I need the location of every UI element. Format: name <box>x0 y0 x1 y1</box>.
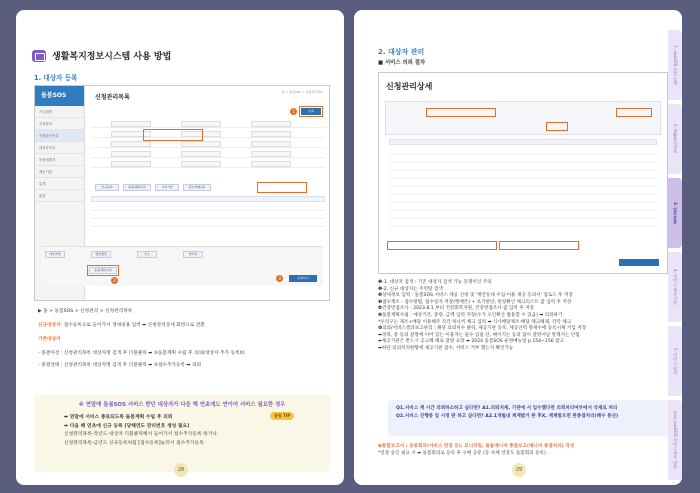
list-item: ❷상세정보 입력 : 돌봄SOS 서비스 제공 신청 및 '제안동네 수입·이용 제공 동의서' 업로드 후 저장 <box>378 293 573 299</box>
chapter-tab[interactable]: 1. 돌봄SOS 사업 소개 <box>668 30 682 100</box>
list-item: ❺돌봄계획수립 : 예상기간, 총량, 금액 입력 저장(수가 오인확산 활용할 수 있음) ➡ 의뢰하기 <box>378 312 563 318</box>
mock-row <box>91 219 325 227</box>
screenshot-mock <box>378 72 668 274</box>
chapter-tab[interactable]: 4. 서비스 제공 기관 <box>668 252 682 322</box>
highlight-box <box>143 129 203 141</box>
note-line: 신청관리목록-작년도 대상자 더블클릭해서 들어가서 접수추가등록 하거나 <box>64 432 218 437</box>
mock-side-item: 대상자목록 <box>35 142 84 154</box>
chapter-tab[interactable]: 부록 돌봄SOS 서비스 세부 내용 <box>668 400 682 480</box>
mock-side-item: 돌봄계획서 <box>35 154 84 166</box>
badge-3: 3 <box>276 275 283 282</box>
monitor-icon <box>32 50 46 62</box>
mock-detail-panel <box>41 246 323 286</box>
mock-row <box>91 150 325 158</box>
note-box <box>34 394 330 472</box>
mock-button: 사유기한 <box>155 184 179 191</box>
mock-field: 연락처 <box>183 251 203 258</box>
mock-row <box>91 160 325 168</box>
mock-crumb: 홈 > 돌봄SOS > 신청관리목록 <box>281 90 323 94</box>
section-title: 1. 대상자 등록 <box>34 74 78 82</box>
page-header <box>32 49 171 62</box>
mock-side-item: 제공기관 <box>35 166 84 178</box>
badge-2: 2 <box>111 277 118 284</box>
mock-button <box>619 259 659 266</box>
item-1 <box>38 322 326 329</box>
mock-side-item: 통계 <box>35 178 84 190</box>
mock-button: 조회하기 <box>289 275 317 282</box>
mock-row <box>91 211 325 219</box>
list-item: ❶-1. 대상자 검색 : 기존 대상자 검색 가능 동명이인 주의 <box>378 280 492 285</box>
chapter-tabs <box>668 30 682 480</box>
mock-side-item: 기금대비 <box>35 106 84 118</box>
highlight-box <box>299 106 323 117</box>
procedure-list <box>378 280 670 353</box>
mock-search-button: 조회 <box>301 108 321 115</box>
path-line: ▶ 홈 > 돌봄SOS > 신청관리 > 신청관리목록 <box>38 309 133 314</box>
highlight-box <box>387 241 497 250</box>
qa-line: Q2.서비스 진행중 일 시정 판 하고 싶다면? A2.1개월내 계계발거 판 후X, 계계발으면 판종결처리(해수 통산) <box>396 414 619 419</box>
left-page <box>16 10 344 485</box>
list-item: ❶-2. 신규 대상자는 주민탕 검색 <box>378 286 443 292</box>
page-number: 29 <box>512 463 526 477</box>
mock-table-head <box>91 196 325 202</box>
qa-box <box>388 400 672 436</box>
mock-button: 접수상태(중) <box>183 184 211 191</box>
mock-field: 생년월일 <box>91 251 111 258</box>
mock-row <box>91 203 325 211</box>
list-item: ➡제공기관은 반드시 공고해 해로 갈망 요망 ➡ 2024 돌봄SOS 운영매뉴얼 p.154~156 참고 <box>378 339 565 345</box>
mock-row <box>91 140 325 148</box>
list-item: ➡경력, 총 등의 갈망에 이어 있는 이용자는 필수 입필 단, 메이지는 동의 없이 갈망서날 알렉서는 안됨 <box>378 332 580 338</box>
list-item: ❻의뢰/서비스결과보고관리 : 해당 의뢰처수 클릭, 제공기관 등록, 제공인력 명세수에 등록시체 기입 저장 <box>378 326 587 332</box>
chapter-tab[interactable]: 2. 생활복지정보 <box>668 104 682 174</box>
mock-button: 신규등록 <box>95 184 119 191</box>
highlight-box <box>426 108 496 117</box>
mock-button: 돌봄계획수립 <box>123 184 151 191</box>
mock-button: 돌봄계획수립 <box>89 267 117 274</box>
final-item <box>378 444 670 457</box>
mock-field: 주소 <box>137 251 157 258</box>
qa-line: Q1.서비스 계 시간 의뢰하소하고 싶다면? A1.의뢰처제, 기관에 서 입수했다면 의뢰처리여부에서 삭제로 처리 <box>396 406 618 411</box>
list-item: ➡하단 의뢰처리현황에 제공기관 접수, 서비스 거부 했는지 확인가능 <box>378 345 514 351</box>
note-title: ※ 연말에 돌봄SOS 서비스 받던 대상자가 다음 해 연초에도 연이어 서비스 필요한 경우 <box>78 402 286 408</box>
mock-title: 신청관리상세 <box>386 82 433 91</box>
item-1-label: 신규대상자 <box>38 323 61 328</box>
highlight-box <box>87 265 119 276</box>
mock-row <box>91 120 325 128</box>
item-2-b: - 종결상태 : 신청관리목록 대상자명 검색 후 더블클릭 ➡ ③접수추가등록 ➡ 의뢰 <box>38 363 202 368</box>
mock-field: 대상자명 <box>45 251 65 258</box>
right-page <box>354 10 682 485</box>
item-2-a: - 종결이전 : 신청관리목록 대상자명 검색 후 더블클릭 ➡ ③돌봄계획 수립 후 의뢰(대상자 추가 등록X) <box>38 351 245 356</box>
section-title: 2. 대상자 관리 <box>378 48 425 56</box>
chapter-tab[interactable]: 5. 서비스 관리 <box>668 326 682 396</box>
page-number: 28 <box>174 463 188 477</box>
highlight-box <box>499 241 579 250</box>
mock-row <box>91 130 325 138</box>
highlight-box <box>257 182 307 193</box>
screenshot-mock <box>34 85 330 301</box>
item-1-text: : 접수등록으로 들어가서 생세내용 입력 ➡ 신청관리상세 화면으로 전환 <box>60 323 205 328</box>
list-item: ❹건강면접조사 : 2023.8.1.부터 건강회복지원, 건강면접조사 값 입력 후 저장 <box>378 306 535 312</box>
mock-detail-table <box>385 139 661 235</box>
note-lines <box>64 414 217 448</box>
highlight-box <box>616 108 652 117</box>
note-line: ➡ 다음 해 연초에 신규 등록 (당해연도 관리번호 생성 필요) <box>64 423 190 429</box>
mock-logo: 돌봄SOS <box>35 86 84 106</box>
item-2 <box>38 336 326 343</box>
mock-side-item: 신청관리 <box>35 118 84 130</box>
mock-side-item: 환경 <box>35 190 84 202</box>
list-item: ❸접수계조 : 접수방법, 접수일자 저장(행배픈) + 초기판단, 현장확인 체크리스트 값 입력 후 저장 <box>378 299 572 305</box>
chapter-tab-active[interactable]: 3. 업무흐름 <box>668 178 682 248</box>
badge-1: 1 <box>290 108 297 115</box>
note-line: 신청관리목록-금년도 신규등록처럼 [접수등록]눌러서 접수추가등록 <box>64 440 204 446</box>
mock-search-panel <box>385 101 661 135</box>
final-note: *연장 승인 필요 시 ➡ 돌봄회의로 등록 후 구매 공문 (동 차체 연장도 돌봄회의 등록) <box>378 450 546 456</box>
item-2-label: 기존대상자 <box>38 337 61 342</box>
list-item: *우리구는 제조+배당 이용해주 각각 하나씩 체크 입력 ➡ 식사배달제조·배당 체크해제, 각각 체크 <box>378 319 572 325</box>
final-item-text: ❼통합보고서 : 동봉회의(서비스 연장 등), 모니터링, 돌봄매니저 종결보고(매니저 종결처리) 작성 <box>378 444 575 449</box>
tip-badge: 꿀팁 TIP <box>270 412 294 420</box>
note-line: ➡ 연말에 서비스 종료되도록 돌봄계획 수립 후 의뢰 <box>64 415 173 420</box>
mock-title: 신청관리목록 <box>95 94 130 101</box>
highlight-box <box>546 122 568 131</box>
page-title: 생활복지정보시스템 사용 방법 <box>52 52 172 62</box>
subsection-title: ■ 서비스 의뢰 절차 <box>378 60 426 66</box>
mock-side-item: 신청관리목록 <box>35 130 84 142</box>
